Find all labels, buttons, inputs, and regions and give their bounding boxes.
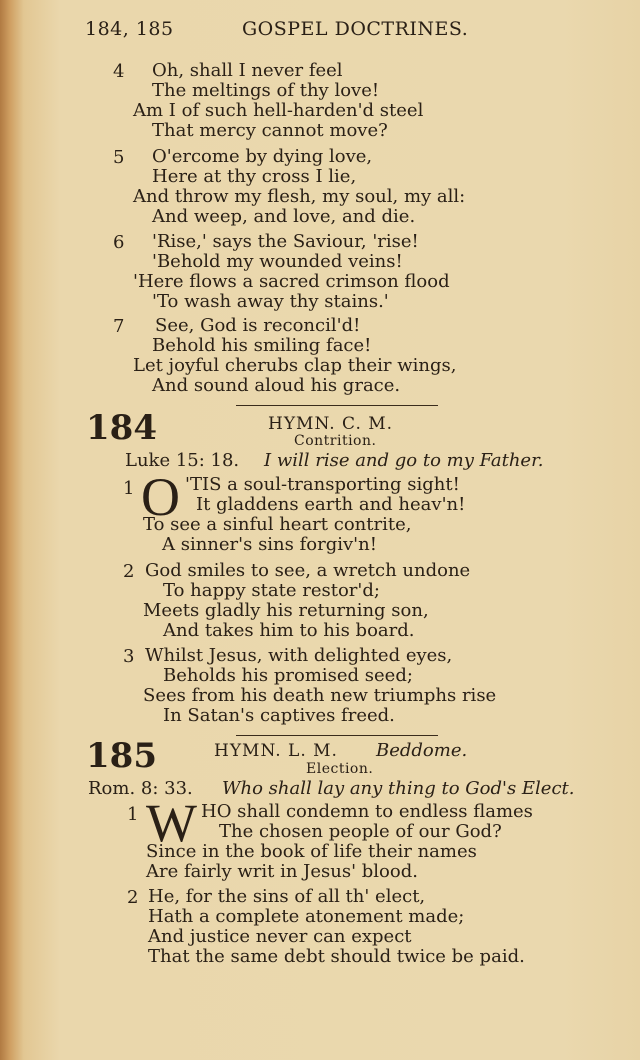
verse-line: That mercy cannot move? [152, 120, 388, 141]
section-rule [236, 405, 438, 406]
verse-line: 'To wash away thy stains.' [152, 291, 389, 312]
verse-line: 'Behold my wounded veins! [152, 251, 403, 272]
verse-line: Am I of such hell-harden'd steel [133, 100, 424, 121]
scripture-ref: Rom. 8: 33. [88, 778, 193, 799]
verse-line: To see a sinful heart contrite, [143, 514, 412, 535]
drop-cap: O [141, 467, 180, 527]
verse-line: And throw my flesh, my soul, my all: [133, 186, 466, 207]
verse-line: Behold his smiling face! [152, 335, 372, 356]
verse-line: He, for the sins of all th' elect, [148, 886, 426, 907]
stanza-number: 2 [123, 561, 135, 582]
drop-cap: W [146, 793, 197, 853]
hymn-subject: Contrition. [294, 433, 377, 449]
verse-line: And sound aloud his grace. [152, 375, 401, 396]
stanza-number: 7 [113, 316, 125, 337]
verse-line: Oh, shall I never feel [152, 60, 343, 81]
section-rule [236, 735, 438, 736]
hymn-number: 184 [86, 408, 157, 448]
stanza-number: 1 [127, 804, 139, 825]
verse-line: Here at thy cross I lie, [152, 166, 357, 187]
scripture-ref: Luke 15: 18. [125, 450, 240, 471]
verse-line: Whilst Jesus, with delighted eyes, [145, 645, 453, 666]
verse-line: God smiles to see, a wretch undone [145, 560, 471, 581]
verse-line: And weep, and love, and die. [152, 206, 416, 227]
verse-line: It gladdens earth and heav'n! [196, 494, 466, 515]
hymn-title: HYMN. L. M. [214, 741, 338, 761]
stanza-number: 3 [123, 646, 135, 667]
stanza-number: 1 [123, 478, 135, 499]
scripture-text: Who shall lay any thing to God's Elect. [222, 778, 575, 799]
verse-line: Sees from his death new triumphs rise [143, 685, 497, 706]
verse-line: Are fairly writ in Jesus' blood. [146, 861, 418, 882]
verse-line: The meltings of thy love! [152, 80, 380, 101]
verse-line: 'TIS a soul-transporting sight! [185, 474, 460, 495]
verse-line: HO shall condemn to endless flames [201, 801, 533, 822]
verse-line: O'ercome by dying love, [152, 146, 373, 167]
verse-line: That the same debt should twice be paid. [148, 946, 525, 967]
verse-line: And takes him to his board. [163, 620, 415, 641]
verse-line: The chosen people of our God? [219, 821, 502, 842]
stanza-number: 2 [127, 887, 139, 908]
running-title: GOSPEL DOCTRINES. [242, 18, 469, 40]
verse-line: Let joyful cherubs clap their wings, [133, 355, 457, 376]
verse-line: And justice never can expect [148, 926, 412, 947]
verse-line: 'Here flows a sacred crimson flood [133, 271, 450, 292]
verse-line: See, God is reconcil'd! [155, 315, 361, 336]
verse-line: In Satan's captives freed. [163, 705, 395, 726]
page-numbers: 184, 185 [85, 18, 174, 40]
verse-line: Beholds his promised seed; [163, 665, 413, 686]
scripture-text: I will rise and go to my Father. [264, 450, 544, 471]
verse-line: Hath a complete atonement made; [148, 906, 465, 927]
verse-line: A sinner's sins forgiv'n! [162, 534, 377, 555]
stanza-number: 4 [113, 61, 125, 82]
stanza-number: 6 [113, 232, 125, 253]
hymn-author: Beddome. [376, 740, 468, 761]
stanza-number: 5 [113, 147, 125, 168]
verse-line: To happy state restor'd; [163, 580, 380, 601]
verse-line: Meets gladly his returning son, [143, 600, 429, 621]
hymn-title: HYMN. C. M. [268, 414, 394, 434]
hymn-number: 185 [86, 736, 157, 776]
hymn-subject: Election. [306, 761, 374, 777]
verse-line: 'Rise,' says the Saviour, 'rise! [152, 231, 419, 252]
verse-line: Since in the book of life their names [146, 841, 477, 862]
